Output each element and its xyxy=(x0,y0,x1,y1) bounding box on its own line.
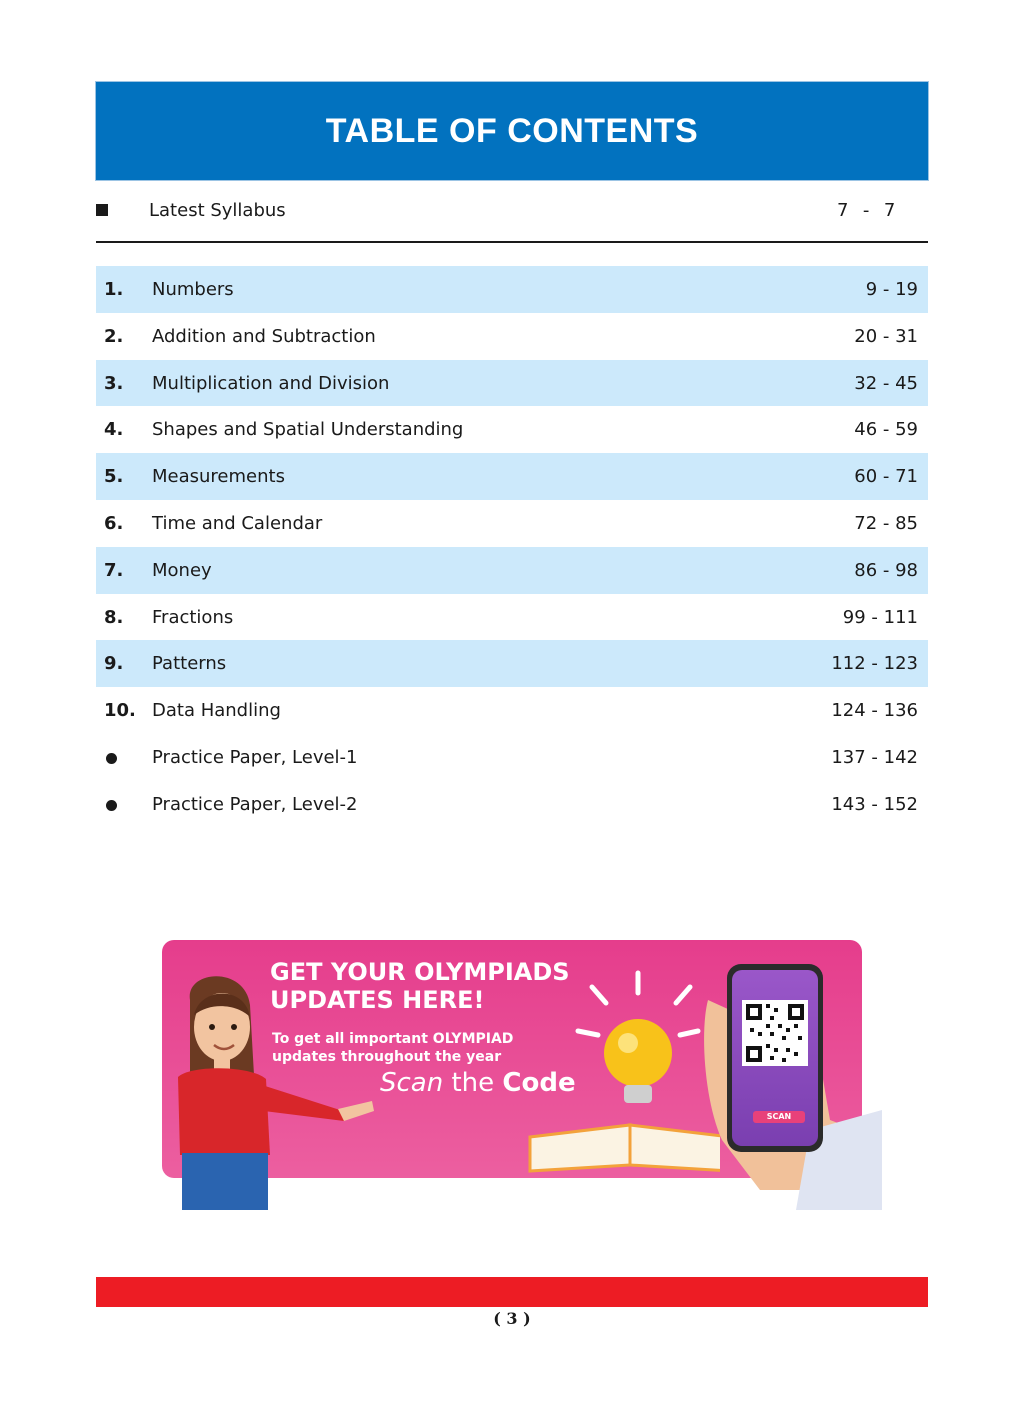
chapter-pages: 99 - 111 xyxy=(842,606,918,628)
syllabus-pages: 7 - 7 xyxy=(837,200,897,221)
lightbulb-book-icon xyxy=(520,965,720,1175)
syllabus-label: Latest Syllabus xyxy=(149,200,286,221)
chapter-number: 1. xyxy=(104,279,124,300)
qr-code-icon xyxy=(742,1000,808,1066)
toc-row xyxy=(96,687,928,734)
chapter-title: Practice Paper, Level-2 xyxy=(152,793,358,815)
scan-button[interactable]: SCAN xyxy=(753,1111,805,1123)
chapter-pages: 46 - 59 xyxy=(854,419,918,441)
chapter-pages: 32 - 45 xyxy=(854,372,918,394)
toc-row xyxy=(96,781,928,828)
toc-row xyxy=(96,360,928,407)
chapter-pages: 112 - 123 xyxy=(831,653,918,675)
syllabus-entry xyxy=(95,190,929,232)
chapter-pages: 143 - 152 xyxy=(831,793,918,815)
toc-row xyxy=(96,453,928,500)
chapter-number: 4. xyxy=(104,419,124,441)
divider xyxy=(96,241,928,243)
chapter-number: 3. xyxy=(104,372,124,394)
banner-headline: GET YOUR OLYMPIADS UPDATES HERE! xyxy=(270,958,570,1014)
chapter-title: Numbers xyxy=(152,279,234,300)
chapter-pages: 60 - 71 xyxy=(854,466,918,488)
round-bullet-icon xyxy=(106,800,117,811)
chapter-pages: 137 - 142 xyxy=(831,746,918,768)
chapter-pages: 86 - 98 xyxy=(854,559,918,581)
toc-row xyxy=(96,266,928,313)
toc-row xyxy=(96,313,928,360)
chapter-number: 10. xyxy=(104,700,136,722)
chapter-title: Money xyxy=(152,559,212,581)
phone-screen xyxy=(732,970,818,1146)
chapter-title: Patterns xyxy=(152,653,227,675)
phone-illustration xyxy=(727,964,823,1152)
chapter-title: Addition and Subtraction xyxy=(152,325,376,347)
toc-row xyxy=(96,500,928,547)
scan-word-3: Code xyxy=(502,1068,576,1098)
chapter-pages: 20 - 31 xyxy=(854,325,918,347)
chapter-pages: 124 - 136 xyxy=(831,700,918,722)
chapter-title: Time and Calendar xyxy=(152,512,323,534)
chapter-number: 5. xyxy=(104,466,124,488)
chapter-title: Measurements xyxy=(152,466,285,488)
toc-list xyxy=(96,266,928,828)
chapter-title: Multiplication and Division xyxy=(152,372,390,394)
toc-header xyxy=(95,81,929,181)
scan-word-2: the xyxy=(451,1068,495,1098)
page-title: TABLE OF CONTENTS xyxy=(325,111,699,150)
toc-row xyxy=(96,406,928,453)
square-bullet-icon xyxy=(96,204,108,216)
toc-row xyxy=(96,594,928,641)
chapter-pages: 72 - 85 xyxy=(854,512,918,534)
chapter-title: Shapes and Spatial Understanding xyxy=(152,419,464,441)
toc-row xyxy=(96,734,928,781)
chapter-pages: 9 - 19 xyxy=(865,279,918,300)
footer-bar xyxy=(96,1277,928,1307)
scan-word-1: Scan xyxy=(380,1068,444,1098)
toc-row xyxy=(96,547,928,594)
round-bullet-icon xyxy=(106,753,117,764)
chapter-number: 7. xyxy=(104,559,124,581)
chapter-title: Fractions xyxy=(152,606,234,628)
chapter-number: 9. xyxy=(104,653,124,675)
chapter-number: 6. xyxy=(104,512,124,534)
chapter-title: Practice Paper, Level-1 xyxy=(152,746,358,768)
page-number: ( 3 ) xyxy=(493,1309,531,1328)
chapter-title: Data Handling xyxy=(152,700,281,722)
toc-row xyxy=(96,640,928,687)
girl-illustration-icon xyxy=(150,965,380,1210)
banner-text: To get all important OLYMPIAD updates throughout the year xyxy=(272,1031,514,1065)
chapter-number: 2. xyxy=(104,325,124,347)
chapter-number: 8. xyxy=(104,606,124,628)
